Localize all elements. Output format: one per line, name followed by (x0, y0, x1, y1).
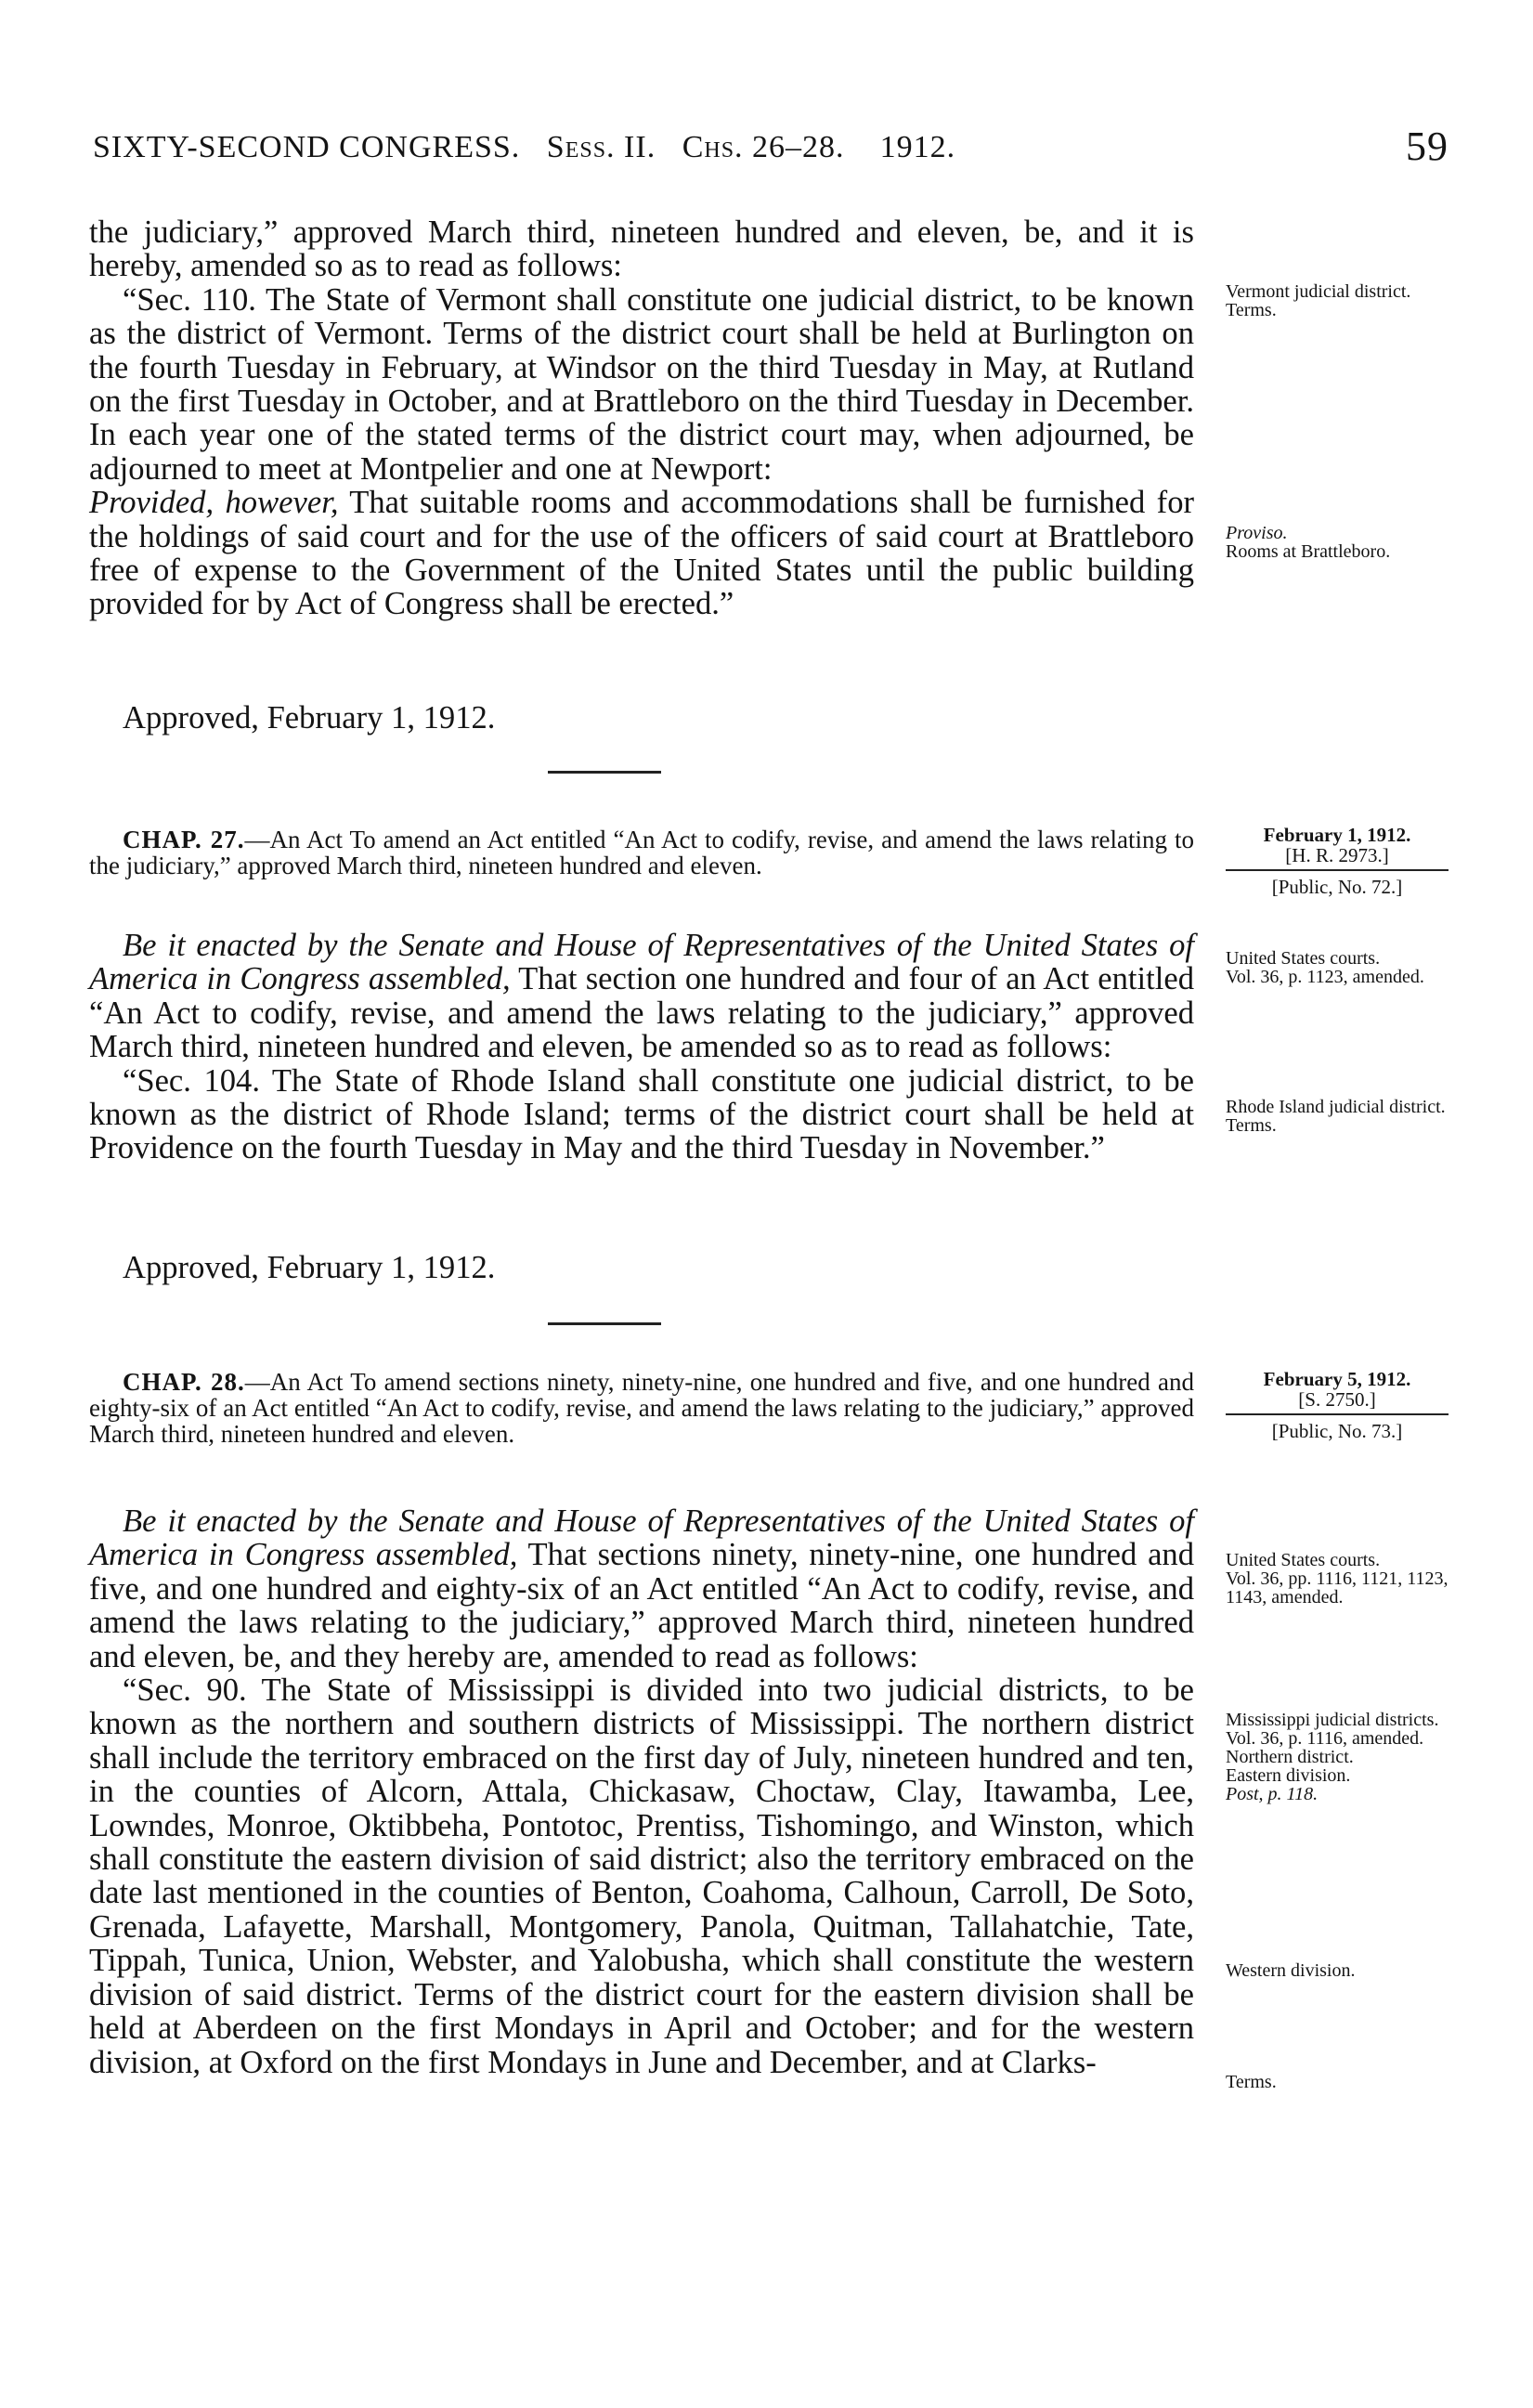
chapter-27-title: —An Act To amend an Act entitled “An Act to codify, revise, and amend the laws relating to the judiciary,” approved March third, nineteen hundred and eleven. (89, 826, 1194, 879)
margin-vermont-terms: Terms. (1226, 300, 1277, 320)
chapter-28-heading (89, 1369, 1194, 1447)
divider-rule-1 (548, 771, 661, 774)
chapter-28-public: [Public, No. 73.] (1271, 1420, 1403, 1442)
section-vermont (89, 215, 1194, 621)
running-header (93, 124, 1449, 186)
chapter-27-public: [Public, No. 72.] (1271, 876, 1403, 898)
margin-28-courts: United States courts. (1226, 1550, 1381, 1570)
margin-proviso: Proviso. (1226, 523, 1288, 543)
margin-28-northern: Northern district. (1226, 1747, 1354, 1767)
page-number: 59 (1406, 124, 1449, 169)
margin-note-us-courts-28 (1226, 1551, 1467, 1607)
margin-28-terms: Terms. (1226, 2072, 1277, 2092)
chapter-27-label: CHAP. 27. (123, 826, 245, 853)
chapter-28-title: —An Act To amend sections ninety, ninety-nine, one hundred and five, and one hundred and eighty-six of an Act entitled “An Act to codify, revise, and amend the laws relating to the judiciary,” approved March third, nineteen hundred and eleven. (89, 1368, 1194, 1448)
margin-note-terms-28 (1226, 2073, 1467, 2091)
chapter-27-heading (89, 827, 1194, 879)
vermont-para-intro: the judiciary,” approved March third, nineteen hundred and eleven, be, and it is hereby, amended so as to read as follows: (89, 215, 1194, 284)
proviso-word: Provided, however, (89, 485, 339, 521)
approved-line-1: Approved, February 1, 1912. (123, 700, 496, 735)
approved-line-2: Approved, February 1, 1912. (123, 1250, 496, 1285)
chapter-27-enacting-clause: Be it enacted by the Senate and House of Representatives of the United States of America in Congress assembled, (89, 928, 1194, 997)
margin-28-vol2: Vol. 36, p. 1116, amended. (1226, 1728, 1424, 1749)
vermont-para-sec110: “Sec. 110. The State of Vermont shall constitute one judicial district, to be known as the district of Vermont. Terms of the district court shall be held at Burlington on the fourth Tuesday in February, at Windsor on the third Tuesday in May, at Rutland on the first Tuesday in October, and at Brattleboro on the third Tuesday in December. In each year one of the stated terms of the district court may, when adjourned, be adjourned to meet at Montpelier and one at Newport: (89, 281, 1194, 487)
margin-note-rhode-island (1226, 1098, 1467, 1135)
header-year: 1912. (879, 130, 956, 164)
header-congress: SIXTY-SECOND CONGRESS. (93, 130, 521, 164)
margin-28-vol: Vol. 36, pp. 1116, 1121, 1123, 1143, amended. (1226, 1568, 1449, 1608)
vermont-para-proviso (89, 486, 1194, 621)
chapter-28-bill: [S. 2750.] (1226, 1389, 1449, 1415)
margin-27-vol: Vol. 36, p. 1123, amended. (1226, 967, 1424, 987)
margin-28-ms: Mississippi judicial districts. (1226, 1710, 1439, 1730)
margin-28-western: Western division. (1226, 1960, 1356, 1981)
margin-28-eastern: Eastern division. (1226, 1765, 1351, 1786)
chapter-28-body (89, 1504, 1194, 2079)
margin-vermont-district: Vermont judicial district. (1226, 281, 1411, 302)
margin-27-ri: Rhode Island judicial district. (1226, 1097, 1446, 1117)
chapter-28-enacting-clause: Be it enacted by the Senate and House of Representatives of the United States of America in Congress assembled, (89, 1503, 1194, 1573)
chapter-27-sec104: “Sec. 104. The State of Rhode Island shall constitute one judicial district, to be known as the district of Rhode Island; terms of the district court shall be held at Providence on the fourth Tuesday in May and the third Tuesday in November.” (89, 1062, 1194, 1166)
margin-27-terms: Terms. (1226, 1115, 1277, 1136)
margin-note-mississippi (1226, 1711, 1467, 1803)
margin-28-post: Post, p. 118. (1226, 1784, 1319, 1804)
chapter-28-label: CHAP. 28. (123, 1368, 245, 1396)
margin-rooms: Rooms at Brattleboro. (1226, 541, 1391, 562)
chapter-27-body-1: That section one hundred and four of an Act entitled “An Act to codify, revise, and amend the laws relating to the judiciary,” approved March third, nineteen hundred and eleven, be amended so as to read as follows: (89, 961, 1194, 1065)
chapter-28-date: February 5, 1912. (1263, 1368, 1411, 1390)
chapter-27-bill: [H. R. 2973.] (1226, 845, 1449, 871)
chapter-28-enacting (89, 1504, 1194, 1673)
chapter-27-enacting (89, 929, 1194, 1064)
chapter-28-body-1: That sections ninety, ninety-nine, one hundred and five, and one hundred and eighty-six of an Act entitled “An Act to codify, revise, and amend the laws relating to the judiciary,” approved March third, nineteen hundred and eleven, be, and they hereby are, amended to read as follows: (89, 1537, 1195, 1674)
header-session: Sess. II. (546, 130, 656, 164)
proviso-text: That suitable rooms and accommodations shall be furnished for the holdings of said court and for the use of the officers of said court at Brattleboro free of expense to the Government of the United States until the public building provided for by Act of Congress shall be erected.” (89, 485, 1194, 622)
margin-note-proviso (1226, 524, 1467, 561)
chapter-28-date-block (1226, 1369, 1449, 1441)
margin-note-vermont (1226, 282, 1467, 319)
divider-rule-2 (548, 1322, 661, 1325)
chapter-27-date: February 1, 1912. (1263, 824, 1411, 846)
margin-27-courts: United States courts. (1226, 948, 1381, 969)
chapter-27-body (89, 929, 1194, 1165)
margin-note-us-courts-27 (1226, 949, 1467, 986)
header-chapters: Chs. 26–28. (682, 130, 845, 164)
chapter-28-sec90: “Sec. 90. The State of Mississippi is divided into two judicial districts, to be known as the northern and southern districts of Mississippi. The northern district shall include the territory embraced on the first day of July, nineteen hundred and ten, in the counties of Alcorn, Attala, Chickasaw, Choctaw, Clay, Itawamba, Lee, Lowndes, Monroe, Oktibbeha, Pontotoc, Prentiss, Tishomingo, and Winston, which shall constitute the eastern division of said district; also the territory embraced on the date last mentioned in the counties of Benton, Coahoma, Calhoun, Carroll, De Soto, Grenada, Lafayette, Marshall, Montgomery, Panola, Quitman, Tallahatchie, Tate, Tippah, Tunica, Union, Webster, and Yalobusha, which shall constitute the western division of said district. Terms of the district court for the eastern division shall be held at Aberdeen on the first Mondays in April and October; and for the western division, at Oxford on the first Mondays in June and December, and at Clarks- (89, 1673, 1194, 2080)
header-left (93, 130, 955, 165)
chapter-27-date-block (1226, 825, 1449, 897)
margin-note-western (1226, 1961, 1467, 1980)
